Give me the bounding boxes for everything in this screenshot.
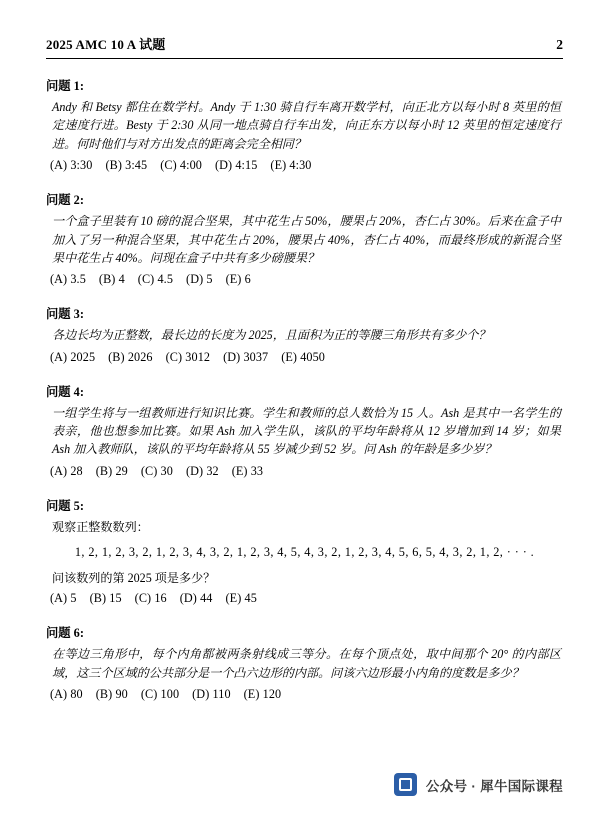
choice-d: (D) 32 [185,463,219,478]
problem-3 [46,304,563,364]
choice-d: (D) 5 [186,272,213,287]
choice-e: (E) 4:30 [270,158,312,173]
problem-3-label: 问题 3: [46,307,84,322]
problem-6-choices [46,687,563,702]
problem-2-choices [46,272,563,287]
choice-a: (A) 80 [50,686,83,701]
choice-b: (B) 29 [95,463,128,478]
choice-e: (E) 4050 [281,349,326,364]
choice-c: (C) 16 [134,591,167,606]
choice-c: (C) 100 [140,686,180,701]
problem-4-choices [46,464,563,479]
choice-d: (D) 4:15 [214,158,258,173]
choice-d: (D) 110 [192,686,231,701]
choice-a: (A) 3.5 [50,272,86,287]
watermark-label: 公众号 · 犀牛国际课程 [425,778,563,794]
choice-a: (A) 3:30 [50,158,93,173]
document-title: 2025 AMC 10 A 试题 [46,37,166,52]
choice-a: (A) 28 [50,463,83,478]
choice-d: (D) 3037 [223,349,269,364]
problem-5-label: 问题 5: [46,498,84,513]
choice-b: (B) 90 [95,686,128,701]
choice-c: (C) 3012 [165,349,211,364]
problem-6 [46,623,563,702]
problem-5-body: 观察正整数数列： [52,519,149,534]
problem-1-choices [46,158,563,173]
choice-a: (A) 5 [50,591,77,606]
page-number: 2 [556,37,563,52]
choice-b: (B) 2026 [108,349,153,364]
problem-4 [46,382,563,479]
watermark [394,773,563,796]
problem-5-sequence: 1, 2, 1, 2, 3, 2, 1, 2, 3, 4, 3, 2, 1, 2, 3, 4, 5, 4, 3, 2, 1, 2, 3, 4, 5, 6, 5, 4, 3, 2, 1, 2, · · · . [74,545,535,560]
page-footer [46,773,563,796]
problem-6-body: 在等边三角形中，每个内角都被两条射线成三等分。在每个顶点处，取中间那个 20° 的内部区域，这三个区域的公共部分是一个凸六边形的内部。问该六边形最小内角的度数是多少？ [52,647,561,680]
problem-3-choices [46,350,563,365]
problem-2 [46,190,563,287]
page-header [46,34,563,59]
problem-4-body: 一组学生将与一组教师进行知识比赛。学生和教师的总人数恰为 15 人。Ash 是其中一名学生的表亲，他也想参加比赛。如果 Ash 加入学生队，该队的平均年龄将从 12 岁增加到 14 岁；如果 Ash 加入教师队，该队的平均年龄将从 55 岁减少到 52 岁。问 Ash 的年龄是多少岁？ [52,405,561,457]
choice-e: (E) 120 [243,686,282,701]
problem-5-sub-question: 问该数列的第 2025 项是多少？ [52,571,216,586]
choice-b: (B) 3:45 [105,158,148,173]
app-logo-icon [394,773,417,796]
choice-c: (C) 4:00 [160,158,202,173]
problem-1 [46,76,563,173]
problem-6-label: 问题 6: [46,626,84,641]
choice-d: (D) 44 [179,591,213,606]
choice-e: (E) 33 [231,463,264,478]
problem-1-body: Andy 和 Betsy 都住在数学村。Andy 于 1:30 骑自行车离开数学村，向正北方以每小时 8 英里的恒定速度行进。Besty 于 2:30 从同一地点骑自行车出发，向正东方以每小时 12 英里的恒定速度行进。何时他们与对方出发点的距离会完全相同？ [52,100,561,151]
choice-e: (E) 6 [225,272,251,287]
problem-5-choices [46,591,563,606]
choice-c: (C) 4.5 [137,272,174,287]
choice-a: (A) 2025 [50,349,96,364]
choice-e: (E) 45 [225,591,257,606]
problem-2-label: 问题 2: [46,193,84,208]
problem-5 [46,496,563,606]
problem-3-body: 各边长均为正整数，最长边的长度为 2025，且面积为正的等腰三角形共有多少个？ [52,328,491,343]
problem-2-body: 一个盒子里装有 10 磅的混合坚果，其中花生占 50%，腰果占 20%，杏仁占 30%。后来在盒子中加入了另一种混合坚果，其中花生占 20%，腰果占 40%，杏仁占 40%，而最终形成的新混合坚果中花生占 40%。问现在盒子中共有多少磅腰果？ [52,214,561,265]
choice-b: (B) 4 [98,272,125,287]
choice-b: (B) 15 [89,591,122,606]
problem-1-label: 问题 1: [46,79,84,93]
choice-c: (C) 30 [140,463,173,478]
problem-4-label: 问题 4: [46,384,84,399]
